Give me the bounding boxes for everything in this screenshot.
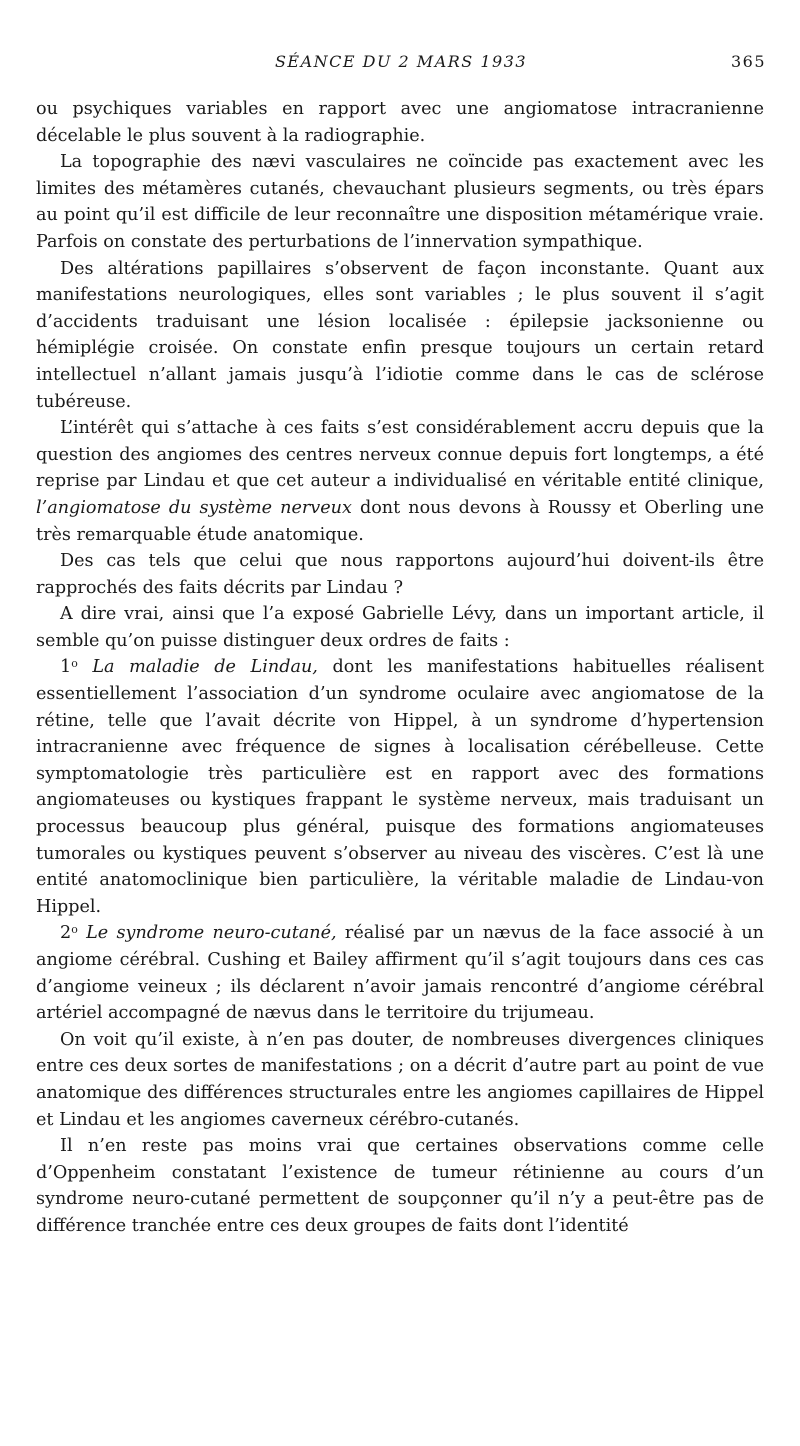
paragraph-4-text: L’intérêt qui s’attache à ces faits s’est considérablement accru depuis que la question des angiomes des centres nerveux connue depuis fort longtemps, a été reprise par Lindau et que cet auteur a individualisé en véritable entité clinique, — [36, 418, 764, 492]
list-number: 2 — [60, 923, 72, 944]
ordinal-mark: o — [71, 657, 78, 671]
page-number: 365 — [730, 52, 766, 71]
ordinal-mark: o — [71, 923, 78, 937]
list-item-title: Le syndrome neuro-cutané, — [86, 923, 337, 944]
paragraph-4 — [36, 415, 764, 548]
paragraph-3: Des altérations papillaires s’observent de façon inconstante. Quant aux manifestations neurologiques, elles sont variables ; le plus souvent il s’agit d’accidents traduisant une lésion localisée : épilepsie jacksonienne ou hémiplégie croisée. On constate enfin presque toujours un certain retard intellectuel n’allant jamais jusqu’à l’idiotie comme dans le cas de sclérose tubéreuse. — [36, 258, 764, 412]
body-text — [36, 96, 764, 1240]
list-number: 1 — [60, 657, 72, 678]
running-head — [36, 52, 766, 76]
paragraph-2: La topographie des nævi vasculaires ne coïncide pas exactement avec les limites des métamères cutanés, chevauchant plusieurs segments, ou très épars au point qu’il est difficile de leur reconnaître une disposition métamérique vraie. Parfois on constate des perturbations de l’innervation sympathique. — [36, 152, 764, 252]
paragraph-8-list-item-2 — [36, 920, 764, 1026]
list-item-text: dont les manifestations habituelles réalisent essentiellement l’association d’un syndrome oculaire avec angiomatose de la rétine, telle que l’avait décrite von Hippel, à un syndrome d’hypertension intracranienne avec fréquence de signes à localisation cérébelleuse. Cette symptomatologie très particulière est en rapport avec des formations angiomateuses ou kystiques frappant le système nerveux, mais traduisant un processus beaucoup plus général, puisque des formations angiomateuses tumorales ou kystiques peuvent s’observer au niveau des viscères. C’est là une entité anatomoclinique bien particulière, la véritable maladie de Lindau-von Hippel. — [36, 657, 765, 917]
paragraph-10: Il n’en reste pas moins vrai que certaines observations comme celle d’Oppenheim constatant l’existence de tumeur rétinienne au cours d’un syndrome neuro-cutané permettent de soupçonner qu’il n’y a peut-être pas de différence tranchée entre ces deux groupes de faits dont l’identité — [36, 1136, 764, 1236]
paragraph-1: ou psychiques variables en rapport avec une angiomatose intracranienne décelable le plus souvent à la radiographie. — [36, 99, 764, 146]
paragraph-9: On voit qu’il existe, à n’en pas douter, de nombreuses divergences cliniques entre ces deux sortes de manifestations ; on a décrit d’autre part au point de vue anatomique des différences structurales entre les angiomes capillaires de Hippel et Lindau et les angiomes caverneux cérébro-cutanés. — [36, 1029, 764, 1130]
running-title: SÉANCE DU 2 MARS 1933 — [274, 52, 528, 71]
paragraph-6: A dire vrai, ainsi que l’a exposé Gabrielle Lévy, dans un important article, il semble qu’on puisse distinguer deux ordres de faits : — [36, 604, 764, 651]
paragraph-7-list-item-1 — [36, 654, 764, 920]
list-item-title: La maladie de Lindau, — [92, 657, 318, 678]
paragraph-4-italic-term: l’angiomatose du système nerveux — [36, 497, 352, 518]
paragraph-5: Des cas tels que celui que nous rapportons aujourd’hui doivent-ils être rapprochés des faits décrits par Lindau ? — [36, 551, 764, 598]
paragraph-4-text-end: dont nous devons à Roussy et Oberling une très remarquable étude anatomique. — [36, 497, 764, 545]
list-item-text: réalisé par un nævus de la face associé à un angiome cérébral. Cushing et Bailey affirment qu’il s’agit toujours dans ces cas d’angiome veineux ; ils déclarent n’avoir jamais rencontré d’angiome cérébral artériel accompagné de nævus dans le territoire du trijumeau. — [36, 923, 765, 1024]
